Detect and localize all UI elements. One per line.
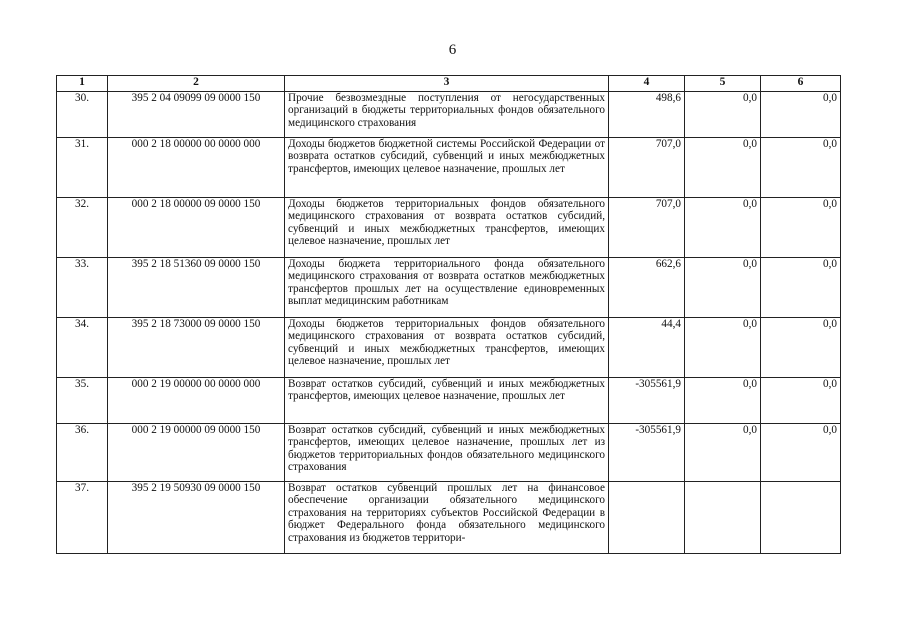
budget-code: 395 2 19 50930 09 0000 150 xyxy=(108,482,285,554)
value-col-6: 0,0 xyxy=(761,424,841,482)
row-number: 31. xyxy=(57,138,108,198)
value-col-5: 0,0 xyxy=(685,92,761,138)
table-row xyxy=(57,378,841,424)
table-row xyxy=(57,138,841,198)
budget-code: 000 2 18 00000 00 0000 000 xyxy=(108,138,285,198)
column-header-2: 2 xyxy=(108,76,285,92)
row-number: 34. xyxy=(57,318,108,378)
value-col-5: 0,0 xyxy=(685,138,761,198)
value-col-6: 0,0 xyxy=(761,378,841,424)
table-row xyxy=(57,482,841,554)
value-col-4: 498,6 xyxy=(609,92,685,138)
value-col-6: 0,0 xyxy=(761,198,841,258)
column-header-1: 1 xyxy=(57,76,108,92)
table-row xyxy=(57,424,841,482)
row-description: Доходы бюджета территориального фонда обязательного медицинского страхования от возврата остатков межбюджетных трансфертов прошлых лет на осуществление единовременных выплат медицинским работникам xyxy=(285,258,609,318)
value-col-5: 0,0 xyxy=(685,424,761,482)
budget-revenue-table xyxy=(56,75,841,554)
table-header-row xyxy=(57,76,841,92)
value-col-5: 0,0 xyxy=(685,198,761,258)
row-description xyxy=(285,482,609,554)
value-col-4: -305561,9 xyxy=(609,378,685,424)
column-header-3: 3 xyxy=(285,76,609,92)
budget-code: 395 2 18 73000 09 0000 150 xyxy=(108,318,285,378)
row-number: 32. xyxy=(57,198,108,258)
value-col-4: 662,6 xyxy=(609,258,685,318)
row-description: Доходы бюджетов территориальных фондов обязательного медицинского страхования от возврата остатков субсидий, субвенций и иных межбюджетных трансфертов, имеющих целевое назначение, прошлых лет xyxy=(285,318,609,378)
page-number: 6 xyxy=(448,42,457,58)
row-number: 30. xyxy=(57,92,108,138)
value-col-4: 707,0 xyxy=(609,198,685,258)
value-col-5: 0,0 xyxy=(685,378,761,424)
budget-code: 000 2 19 00000 09 0000 150 xyxy=(108,424,285,482)
row-number: 37. xyxy=(57,482,108,554)
row-description: Доходы бюджетов бюджетной системы Российской Федерации от возврата остатков субсидий, субвенций и иных межбюджетных трансфертов, имеющих целевое назначение, прошлых лет xyxy=(285,138,609,198)
value-col-6: 0,0 xyxy=(761,138,841,198)
value-col-6: 0,0 xyxy=(761,92,841,138)
value-col-4: 44,4 xyxy=(609,318,685,378)
value-col-5 xyxy=(685,482,761,554)
value-col-4: -305561,9 xyxy=(609,424,685,482)
table-row xyxy=(57,92,841,138)
value-col-6 xyxy=(761,482,841,554)
row-description: Возврат остатков субсидий, субвенций и иных межбюджетных трансфертов, имеющих целевое назначение, прошлых лет xyxy=(285,378,609,424)
value-col-5: 0,0 xyxy=(685,258,761,318)
row-description: Возврат остатков субсидий, субвенций и иных межбюджетных трансфертов, имеющих целевое назначение, прошлых лет из бюджетов территориальных фондов обязательного медицинского страхования xyxy=(285,424,609,482)
value-col-6: 0,0 xyxy=(761,258,841,318)
budget-code: 000 2 18 00000 09 0000 150 xyxy=(108,198,285,258)
row-number: 35. xyxy=(57,378,108,424)
table-row xyxy=(57,258,841,318)
row-description-text: Возврат остатков субвенций прошлых лет на финансовое обеспечение организации обязательного медицинского страхования на территориях субъектов Российской Федерации в бюджет Федерального фонда обязательного медицинского страхования из бюджетов территори- xyxy=(288,482,605,544)
column-header-6: 6 xyxy=(761,76,841,92)
row-number: 36. xyxy=(57,424,108,482)
column-header-5: 5 xyxy=(685,76,761,92)
value-col-6: 0,0 xyxy=(761,318,841,378)
budget-code: 000 2 19 00000 00 0000 000 xyxy=(108,378,285,424)
row-description: Доходы бюджетов территориальных фондов обязательного медицинского страхования от возврата остатков субсидий, субвенций и иных межбюджетных трансфертов, имеющих целевое назначение, прошлых лет xyxy=(285,198,609,258)
row-number: 33. xyxy=(57,258,108,318)
budget-code: 395 2 04 09099 09 0000 150 xyxy=(108,92,285,138)
budget-code: 395 2 18 51360 09 0000 150 xyxy=(108,258,285,318)
table-row xyxy=(57,198,841,258)
value-col-4 xyxy=(609,482,685,554)
value-col-5: 0,0 xyxy=(685,318,761,378)
row-description: Прочие безвозмездные поступления от негосударственных организаций в бюджеты территориальных фондов обязательного медицинского страхования xyxy=(285,92,609,138)
value-col-4: 707,0 xyxy=(609,138,685,198)
column-header-4: 4 xyxy=(609,76,685,92)
table-row xyxy=(57,318,841,378)
